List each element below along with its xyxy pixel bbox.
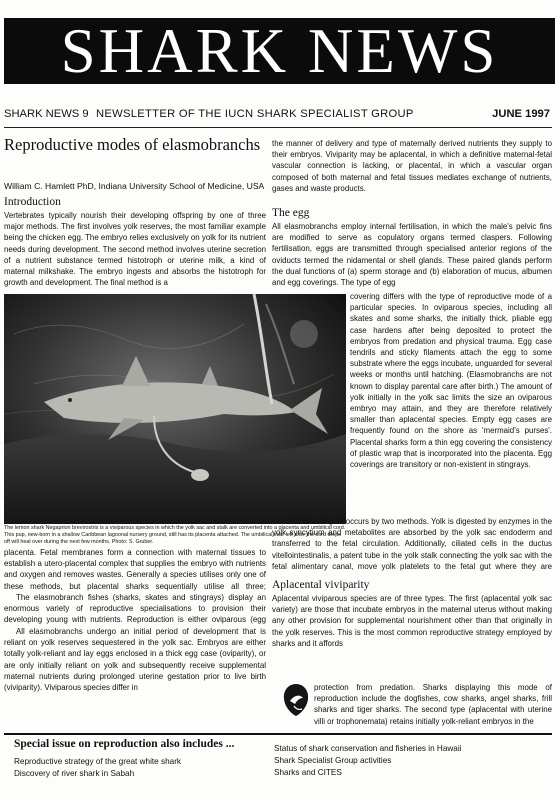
left-paragraph-placenta: placenta. Fetal membranes form a connection with maternal tissues to establish a utero-placental complex that supplies the embryo with nutrients and oxygen and removes wastes. Generally a species utilises only one of these methods, but placental sharks sequentially utilise all three; <box>4 548 266 591</box>
header-rule <box>4 127 552 128</box>
byline: William C. Hamlett PhD, Indiana University School of Medicine, USA <box>4 181 265 191</box>
special-item-river-shark: Discovery of river shark in Sabah <box>14 769 135 778</box>
aplacental-heading: Aplacental viviparity <box>272 579 370 591</box>
special-item-hawaii: Status of shark conservation and fisheries in Hawaii <box>274 744 462 753</box>
photo-caption: The lemon shark Negaprion brevirostris is a viviparous species in which the yolk sac and stalk are converted into a placenta and umbilical cord. This pup, new-born in a shallow Caribbean lagoonal nursery ground, still has its placenta attached. The umbilical scar left after the cord drops off will heal over during the next few months. Photo: S. Gruber. <box>4 525 346 545</box>
masthead <box>4 18 555 84</box>
intro-heading: Introduction <box>4 196 61 208</box>
aplacental-paragraph-types: Aplacental viviparous species are of three types. The first (aplacental yolk sac variety) are those that incubate embryos in the maternal uterus without making any other provision for supplemental nourishment other than that originally in the yolk reserves. This is the most common reproductive strategy employed by sharks and it affords <box>272 594 552 648</box>
special-issue-rule <box>4 733 552 735</box>
lemon-shark-photo <box>4 294 346 524</box>
special-item-ssg-activities: Shark Specialist Group activities <box>274 756 392 765</box>
aplacental-paragraph-protection: protection from predation. Sharks displaying this mode of reproduction include the dogfishes, cow sharks, angel sharks, frill sharks and tiger sharks. The second type (aplacental with uterine villi or trophonemata) retains initially yolk-reliant embryos in the <box>314 683 552 726</box>
left-paragraph-yolk: All elasmobranchs undergo an initial period of development that is reliant on yolk reserves sequestered in the yolk sac. Embryos are either totally yolk-reliant and lay eggs enclosed in a thick egg case (oviparity), or are only initially reliant on yolk and subsequently receive supplemental maternal nutrients during prolonged uterine gestation prior to live birth (viviparity). Viviparous species differ in <box>4 627 266 693</box>
special-issue-title: Special issue on reproduction also includes ... <box>14 738 235 750</box>
issue-number: SHARK NEWS 9 <box>4 108 89 120</box>
egg-paragraph-covering: covering differs with the type of reproductive mode of a particular species. In oviparous species, including all skates and some sharks, the initially thick, pliable egg case hardens after being deposited to protect the embryos from predation and physical trauma. Egg case tendrils and sticky filaments attach the egg to some substrate where the eggs incubate, unguarded for several weeks or months until hatching. (Elasmobranchs are not known to display parental care after birth.) The amount of yolk initially in the yolk sac limits the size an oviparous embryo may attain, and they are therefore relatively smaller than aplacental species. Empty egg cases are frequently found on the shore as 'mermaid's purses'. Placental sharks form a thin egg covering the consistency of plastic wrap that is incorporated into the placenta. Egg coverings are transitory or non-existent in stingrays. <box>350 292 552 470</box>
intro-paragraph: Vertebrates typically nourish their developing offspring by one of three major methods. The first involves yolk reserves, the most familiar example being the chicken egg. The embryo relies exclusively on yolk for its nutrient needs during development. The second method involves uterine secretion of a nutrient substance termed histotroph or uterine milk, a kind of maternal milkshake. The embryo ingests and absorbs the histotroph for growth and development. The final method is a <box>4 211 266 288</box>
newsletter-name: NEWSLETTER OF THE IUCN SHARK SPECIALIST GROUP <box>96 108 414 120</box>
egg-heading: The egg <box>272 207 310 219</box>
article-title: Reproductive modes of elasmobranchs <box>4 135 261 154</box>
ssg-logo <box>282 682 310 718</box>
special-item-great-white: Reproductive strategy of the great white shark <box>14 757 182 766</box>
egg-paragraph-yolk-utilisation: Utilisation of yolk occurs by two methods. Yolk is digested by enzymes in the yolk syncytium and metabolites are absorbed by the yolk sac endoderm and transferred to the fetal circulation. Additionally, ciliated cells in the ductus vitellointestinalis, a patent tube in the yolk stalk connecting the yolk sac with the fetal alimentary canal, move yolk platelets to the fetal gut where they are <box>272 517 552 571</box>
issue-date: JUNE 1997 <box>492 108 550 120</box>
left-paragraph-elasmobranchs: The elasmobranch fishes (sharks, skates and stingrays) display an enormous variety of reproductive specialisations to provision their developing young with nutrients. Reproduction is either oviparous (egg <box>4 593 266 625</box>
egg-paragraph-fertilisation: All elasmobranchs employ internal fertilisation, in which the male's pelvic fins are modified to serve as copulatory organs termed claspers. Following fertilisation, eggs are transmitted through specialised anterior regions of the oviducts termed the nidamental or shell glands. These paired glands perform the dual functions of (a) sperm storage and (b) elaboration of mucus, albumen and egg coverings. The type of egg <box>272 222 552 288</box>
right-paragraph-viviparity: the manner of delivery and type of maternally derived nutrients they supply to their embryos. Viviparity may be aplacental, in which a definitive maternal-fetal vascular connection is lacking, or placental, in which a vascular organ composed of both maternal and fetal tissues mediates exchange of nutrients, gases and waste products. <box>272 139 552 193</box>
special-item-cites: Sharks and CITES <box>274 768 342 777</box>
masthead-title: SHARK NEWS <box>60 16 499 86</box>
subheader <box>4 108 550 124</box>
